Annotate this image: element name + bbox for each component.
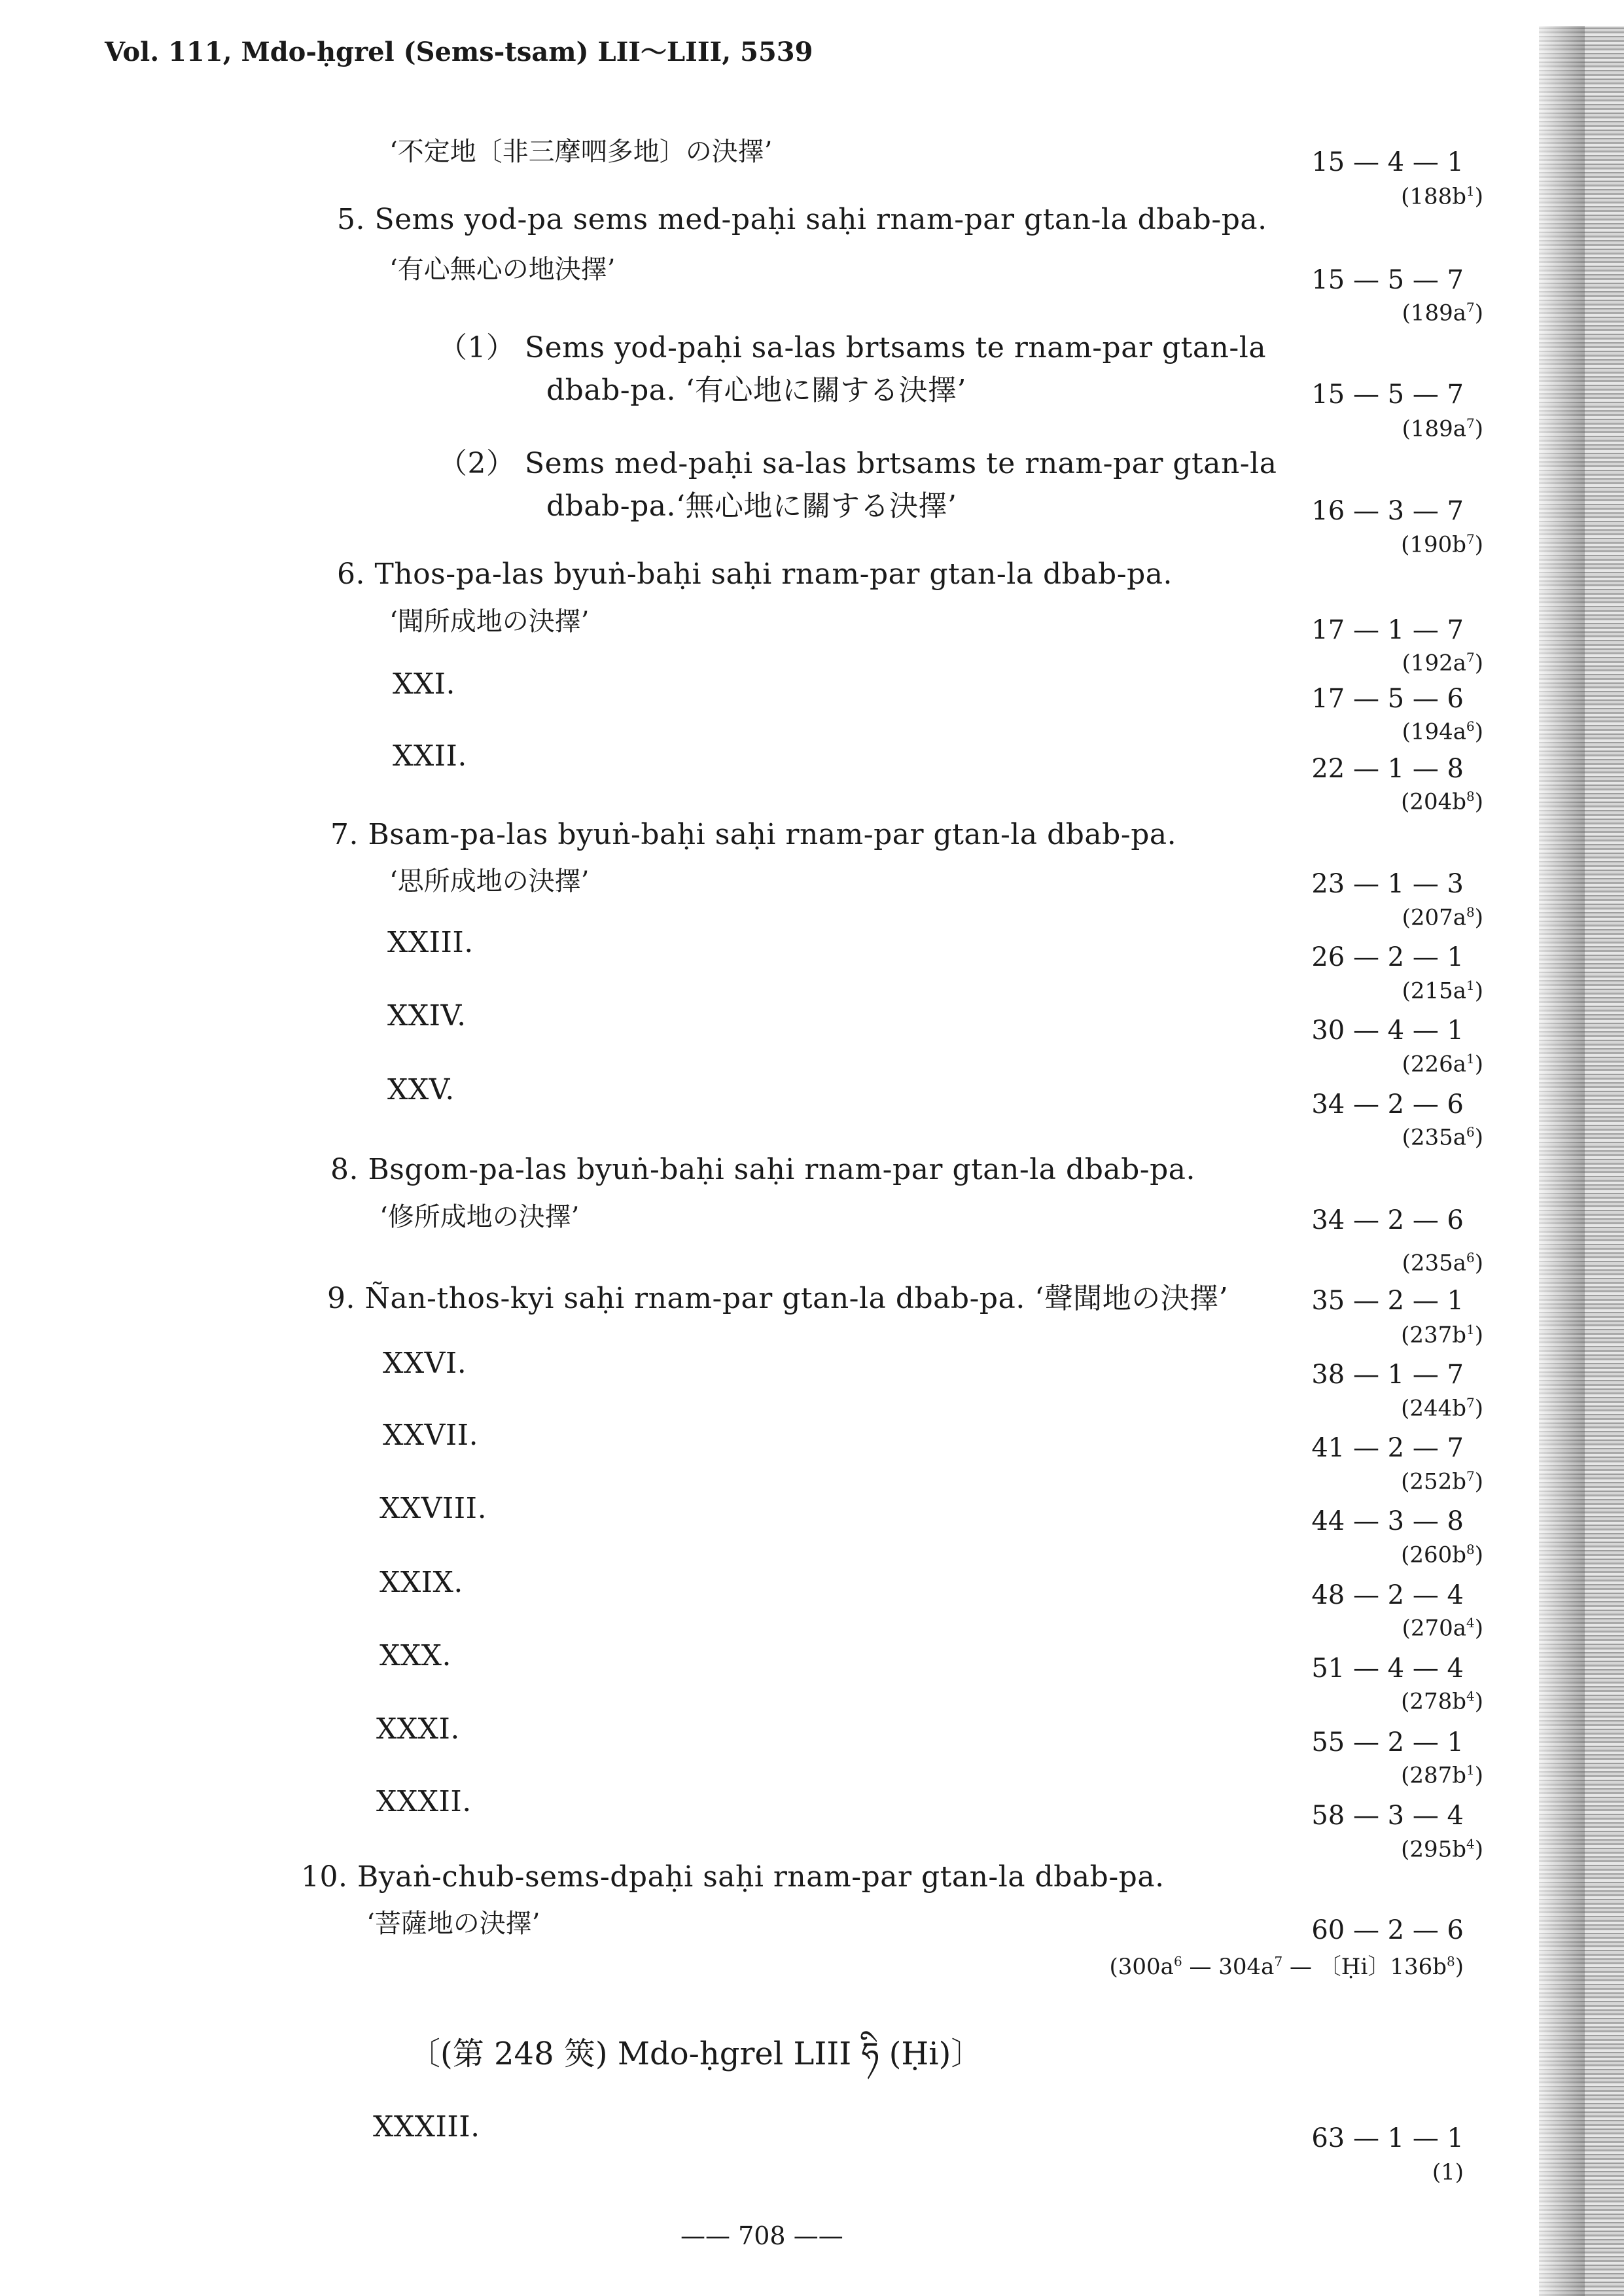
entry-ref: 17 — 1 — 7: [1311, 615, 1464, 645]
scanned-page-edge-shadow: [1539, 26, 1585, 2296]
entry-ref: 60 — 2 — 6: [1311, 1915, 1464, 1945]
entry-text: ‘不定地〔非三摩呬多地〕の決擇’: [389, 137, 773, 167]
entry-text-cont: dbab-pa. ‘有心地に關する決擇’: [546, 374, 966, 407]
entry-text: 10. Byaṅ-chub-sems-dpaḥi saḥi rnam-par gtan-la dbab-pa.: [301, 1860, 1165, 1894]
entry-ref: 51 — 4 — 4: [1311, 1653, 1464, 1684]
entry-text: 9. Ñan-thos-kyi saḥi rnam-par gtan-la dbab-pa. ‘聲聞地の決擇’: [327, 1282, 1229, 1315]
chapter-numeral: XXII.: [393, 739, 467, 773]
entry-folio: $(295b^4)$: [1401, 1836, 1483, 1863]
chapter-numeral: XXXIII.: [373, 2110, 480, 2144]
entry-folio: $(244b^7)$: [1401, 1395, 1483, 1422]
entry-folio: (1): [1432, 2159, 1464, 2185]
entry-ref: 15 — 5 — 7: [1311, 380, 1464, 410]
entry-text: 8. Bsgom-pa-las byuṅ-baḥi saḥi rnam-par gtan-la dbab-pa.: [330, 1153, 1196, 1186]
chapter-numeral: XXVI.: [383, 1347, 467, 1380]
entry-ref: 15 — 5 — 7: [1311, 265, 1464, 295]
entry-folio: $(204b^8)$: [1401, 788, 1483, 815]
entry-japanese: ‘修所成地の決擇’: [380, 1202, 580, 1232]
entry-ref: 44 — 3 — 8: [1311, 1506, 1464, 1536]
entry-folio: $(188b^1)$: [1401, 183, 1483, 210]
entry-folio: ($300a^6$ — $304a^7$ — 〔Ḥi〕$136b^8$): [1109, 1953, 1464, 1980]
entry-japanese: ‘思所成地の決擇’: [389, 866, 590, 896]
entry-folio: $(226a^1)$: [1402, 1051, 1483, 1078]
entry-ref: 16 — 3 — 7: [1311, 496, 1464, 526]
entry-folio: $(235a^6)$: [1402, 1250, 1483, 1277]
chapter-numeral: XXV.: [387, 1073, 455, 1106]
entry-ref: 17 — 5 — 6: [1311, 684, 1464, 714]
entry-ref: 41 — 2 — 7: [1311, 1433, 1464, 1463]
entry-ref: 30 — 4 — 1: [1311, 1016, 1464, 1046]
chapter-numeral: XXVIII.: [380, 1492, 487, 1525]
entry-folio: $(235a^6)$: [1402, 1124, 1483, 1151]
chapter-numeral: XXIV.: [387, 999, 467, 1033]
entry-ref: 34 — 2 — 6: [1311, 1205, 1464, 1235]
chapter-numeral: XXI.: [393, 667, 456, 701]
running-header: Vol. 111, Mdo-ḥgrel (Sems-tsam) LII～LIII, 5539: [105, 37, 813, 67]
entry-text: 6. Thos-pa-las byuṅ-baḥi saḥi rnam-par gtan-la dbab-pa.: [337, 557, 1173, 591]
chapter-numeral: XXXI.: [376, 1712, 460, 1746]
entry-folio: $(260b^8)$: [1401, 1542, 1483, 1568]
entry-japanese: ‘菩薩地の決擇’: [366, 1909, 540, 1939]
entry-text: （1） Sems yod-paḥi sa-las brtsams te rnam-par gtan-la: [438, 331, 1267, 364]
chapter-numeral: XXXII.: [376, 1785, 472, 1818]
entry-folio: $(215a^1)$: [1402, 978, 1483, 1004]
entry-text: （2） Sems med-paḥi sa-las brtsams te rnam-par gtan-la: [438, 447, 1277, 480]
entry-folio: $(278b^4)$: [1401, 1688, 1483, 1715]
section-heading: 〔(第 248 筴) Mdo-ḥgrel LIII ཧི (Ḥi)〕: [409, 2036, 983, 2072]
entry-ref: 55 — 2 — 1: [1311, 1727, 1464, 1757]
chapter-numeral: XXIX.: [380, 1566, 463, 1599]
entry-folio: $(270a^4)$: [1402, 1615, 1483, 1642]
entry-ref: 22 — 1 — 8: [1311, 754, 1464, 784]
page-number: —— 708 ——: [680, 2221, 843, 2250]
entry-ref: 48 — 2 — 4: [1311, 1580, 1464, 1610]
entry-text-cont: dbab-pa.‘無心地に關する決擇’: [546, 489, 957, 523]
entry-folio: $(252b^7)$: [1401, 1468, 1483, 1495]
entry-folio: $(190b^7)$: [1401, 531, 1483, 558]
entry-folio: $(189a^7)$: [1402, 300, 1483, 327]
entry-ref: 34 — 2 — 6: [1311, 1089, 1464, 1120]
entry-folio: $(237b^1)$: [1401, 1322, 1483, 1349]
entry-ref: 35 — 2 — 1: [1311, 1286, 1464, 1316]
entry-ref: 23 — 1 — 3: [1311, 869, 1464, 899]
chapter-numeral: XXX.: [380, 1639, 451, 1672]
entry-text: 7. Bsam-pa-las byuṅ-baḥi saḥi rnam-par gtan-la dbab-pa.: [330, 818, 1177, 851]
entry-japanese: ‘有心無心の地決擇’: [389, 255, 616, 285]
entry-folio: $(194a^6)$: [1402, 718, 1483, 745]
entry-text: 5. Sems yod-pa sems med-paḥi saḥi rnam-par gtan-la dbab-pa.: [337, 203, 1267, 236]
entry-japanese: ‘聞所成地の決擇’: [389, 607, 590, 637]
entry-ref: 63 — 1 — 1: [1311, 2123, 1464, 2153]
entry-ref: 58 — 3 — 4: [1311, 1801, 1464, 1831]
chapter-numeral: XXIII.: [387, 926, 474, 959]
entry-folio: $(207a^8)$: [1402, 904, 1483, 931]
entry-folio: $(287b^1)$: [1401, 1762, 1483, 1789]
entry-ref: 38 — 1 — 7: [1311, 1360, 1464, 1390]
entry-folio: $(189a^7)$: [1402, 415, 1483, 442]
chapter-numeral: XXVII.: [383, 1419, 479, 1452]
entry-folio: $(192a^7)$: [1402, 650, 1483, 677]
entry-ref: 26 — 2 — 1: [1311, 942, 1464, 972]
entry-ref: 15 — 4 — 1: [1311, 147, 1464, 177]
